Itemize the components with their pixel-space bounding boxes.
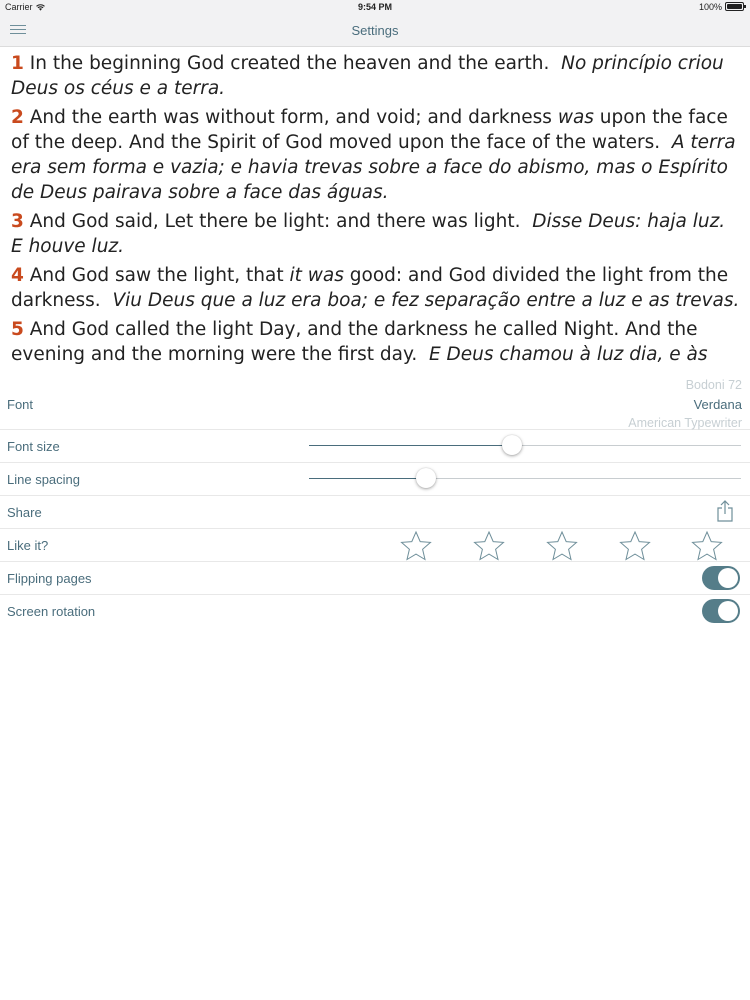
flipping-pages-label: Flipping pages [7,571,92,586]
line-spacing-slider[interactable] [309,478,741,480]
star-outline-icon[interactable] [546,530,578,562]
font-size-slider[interactable] [309,445,741,447]
verse-text-pt: E Deus chamou à luz dia, e às [428,344,708,365]
verse-text-pt: Disse Deus: haja luz. E houve luz. [11,211,726,257]
star-outline-icon[interactable] [691,530,723,562]
verse-text-en: And God called the light Day, and the darkness he called Night. And the evening and the morning were the first day. [11,319,698,365]
slider-fill [309,478,426,479]
star-outline-icon[interactable] [400,530,432,562]
settings-panel [0,378,750,627]
bible-text-view[interactable] [0,47,750,380]
share-label: Share [7,505,42,520]
font-option[interactable]: Bodoni 72 [685,378,742,392]
verse-1 [0,51,750,101]
star-outline-icon[interactable] [473,530,505,562]
screen-rotation-label: Screen rotation [7,604,96,619]
flipping-pages-row [0,562,750,595]
line-spacing-row [0,463,750,496]
verse-5 [0,317,750,367]
verse-text-en: And God said, Let there be light: and there was light. [29,211,521,232]
verse-3 [0,209,750,259]
verse-number: 4 [11,265,24,286]
verse-4 [0,263,750,313]
font-row [0,378,750,430]
share-row [0,496,750,529]
status-bar [0,0,750,14]
font-size-label: Font size [7,439,60,454]
verse-text-pt: Viu Deus que a luz era boa; e fez separação entre a luz e as trevas. [112,290,740,311]
slider-thumb[interactable] [416,468,436,488]
font-option[interactable]: American Typewriter [628,416,742,430]
toggle-knob [718,568,738,588]
font-option-selected[interactable]: Verdana [693,397,742,412]
page-title: Settings [351,23,399,38]
verse-text-pt: No princípio criou Deus os céus e a terra. [11,53,724,99]
font-size-row [0,430,750,463]
font-picker[interactable] [542,378,742,430]
navigation-bar [0,14,750,47]
battery-icon [725,2,744,11]
screen-rotation-toggle[interactable] [702,599,740,623]
clock: 9:54 PM [357,2,392,12]
like-row [0,529,750,562]
font-label: Font [7,397,34,412]
screen-rotation-row [0,595,750,627]
share-icon[interactable] [716,500,734,522]
line-spacing-label: Line spacing [7,472,80,487]
like-label: Like it? [7,538,49,553]
battery-indicator: 100% [699,2,744,12]
verse-number: 1 [11,53,24,74]
verse-2 [0,105,750,205]
verse-number: 2 [11,107,24,128]
verse-text-en: And the earth was without form, and void; and darkness was upon the face of the deep. And the Spirit of God moved upon the face of the waters. [11,107,728,153]
slider-fill [309,445,512,446]
verse-number: 5 [11,319,24,340]
verse-text-en: In the beginning God created the heaven and the earth. [29,53,550,74]
carrier-label: Carrier [5,2,45,12]
verse-number: 3 [11,211,24,232]
verse-text-en: And God saw the light, that it was good: and God divided the light from the darkness. [11,265,729,311]
star-outline-icon[interactable] [619,530,651,562]
flipping-pages-toggle[interactable] [702,566,740,590]
slider-thumb[interactable] [502,435,522,455]
verse-text-pt: A terra era sem forma e vazia; e havia trevas sobre a face do abismo, mas o Espírito de Deus pairava sobre a face das águas. [11,132,736,203]
rating-stars[interactable] [400,530,740,560]
toggle-knob [718,601,738,621]
